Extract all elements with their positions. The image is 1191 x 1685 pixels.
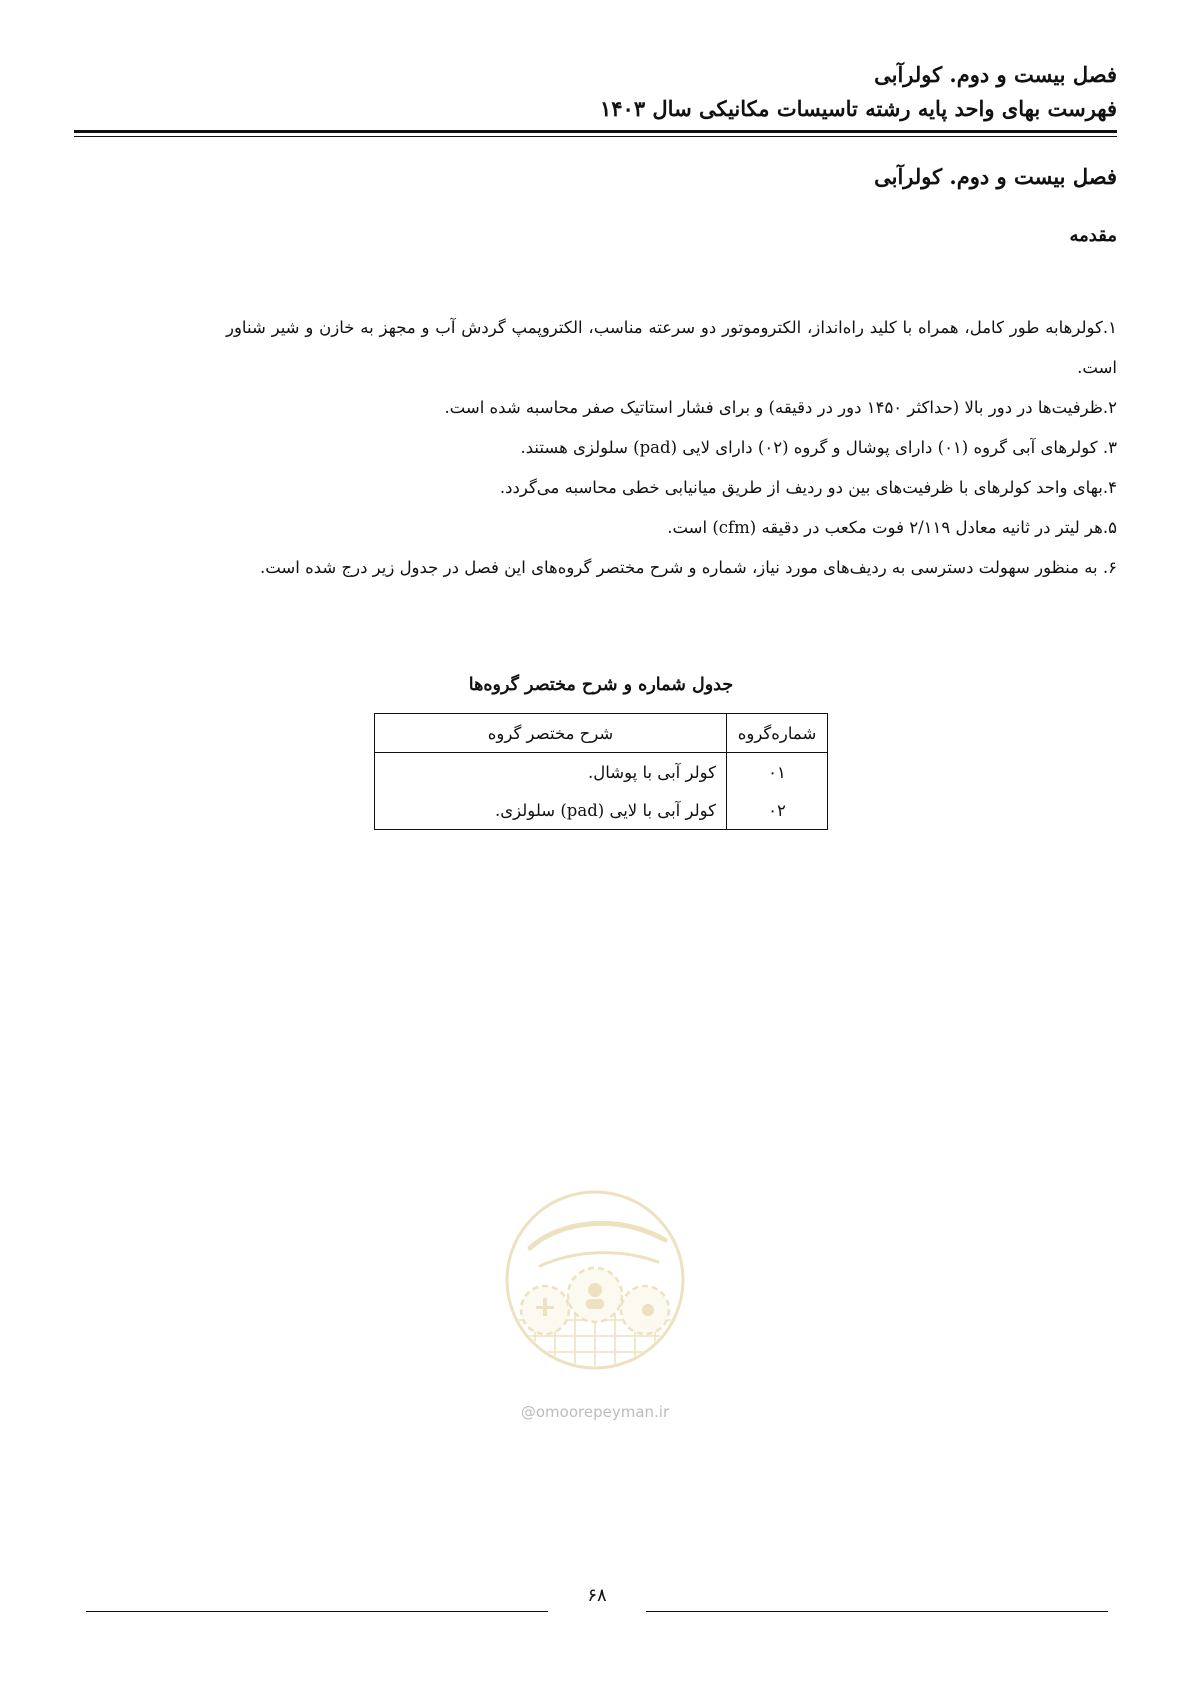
footer-rule-left (86, 1611, 548, 1612)
note-item: ۱.کولرهابه طور کامل، همراه با کلید راه‌انداز، الکتروموتور دو سرعته مناسب، الکتروپمپ گردش آب و مجهز به خازن و شیر شناور است. (226, 318, 1117, 377)
table-header-row (375, 714, 828, 753)
table-row (375, 791, 828, 830)
header-rule-thick (74, 130, 1117, 133)
table-title: جدول شماره و شرح مختصر گروه‌ها (468, 675, 734, 695)
cell-description: کولر آبی با پوشال. (375, 753, 727, 792)
footer-rule-right (646, 1611, 1108, 1612)
table-row (375, 753, 828, 792)
header-cell-description: شرح مختصر گروه (375, 714, 727, 753)
running-header (73, 58, 1117, 126)
chapter-title: فصل بیست و دوم. کولرآبی (874, 164, 1117, 189)
groups-table (374, 713, 828, 830)
watermark-site-text: @omoorepeyman.ir (520, 1403, 670, 1421)
cell-code: ۰۲ (727, 791, 828, 830)
header-book-title: فهرست بهای واحد پایه رشته تاسیسات مکانیکی سال ۱۴۰۳ (599, 96, 1117, 121)
note-item: ۶. به منظور سهولت دسترسی به ردیف‌های مورد نیاز، شماره و شرح مختصر گروه‌های این فصل در جدول زیر درج شده است. (259, 558, 1117, 577)
notes-list (226, 308, 1117, 588)
note-item: ۳. کولرهای آبی گروه (۰۱) دارای پوشال و گروه (۰۲) دارای لایی (pad) سلولزی هستند. (520, 438, 1117, 457)
section-heading-intro: مقدمه (1069, 225, 1117, 246)
header-cell-code: شماره‌گروه (727, 714, 828, 753)
cell-code: ۰۱ (727, 753, 828, 792)
note-item: ۵.هر لیتر در ثانیه معادل ۲/۱۱۹ فوت مکعب در دقیقه (cfm) است. (667, 518, 1117, 537)
watermark-logo (500, 1170, 690, 1400)
note-item: ۴.بهای واحد کولرهای با ظرفیت‌های بین دو ردیف از طریق میانیابی خطی محاسبه می‌گردد. (499, 478, 1117, 497)
page-number: ۶۸ (587, 1585, 607, 1606)
cell-description: کولر آبی با لایی (pad) سلولزی. (375, 791, 727, 830)
note-item: ۲.ظرفیت‌ها در دور بالا (حداکثر ۱۴۵۰ دور در دقیقه) و برای فشار استاتیک صفر محاسبه شده است. (444, 398, 1117, 417)
header-chapter: فصل بیست و دوم. کولرآبی (874, 62, 1117, 87)
header-rule-thin (74, 136, 1117, 137)
